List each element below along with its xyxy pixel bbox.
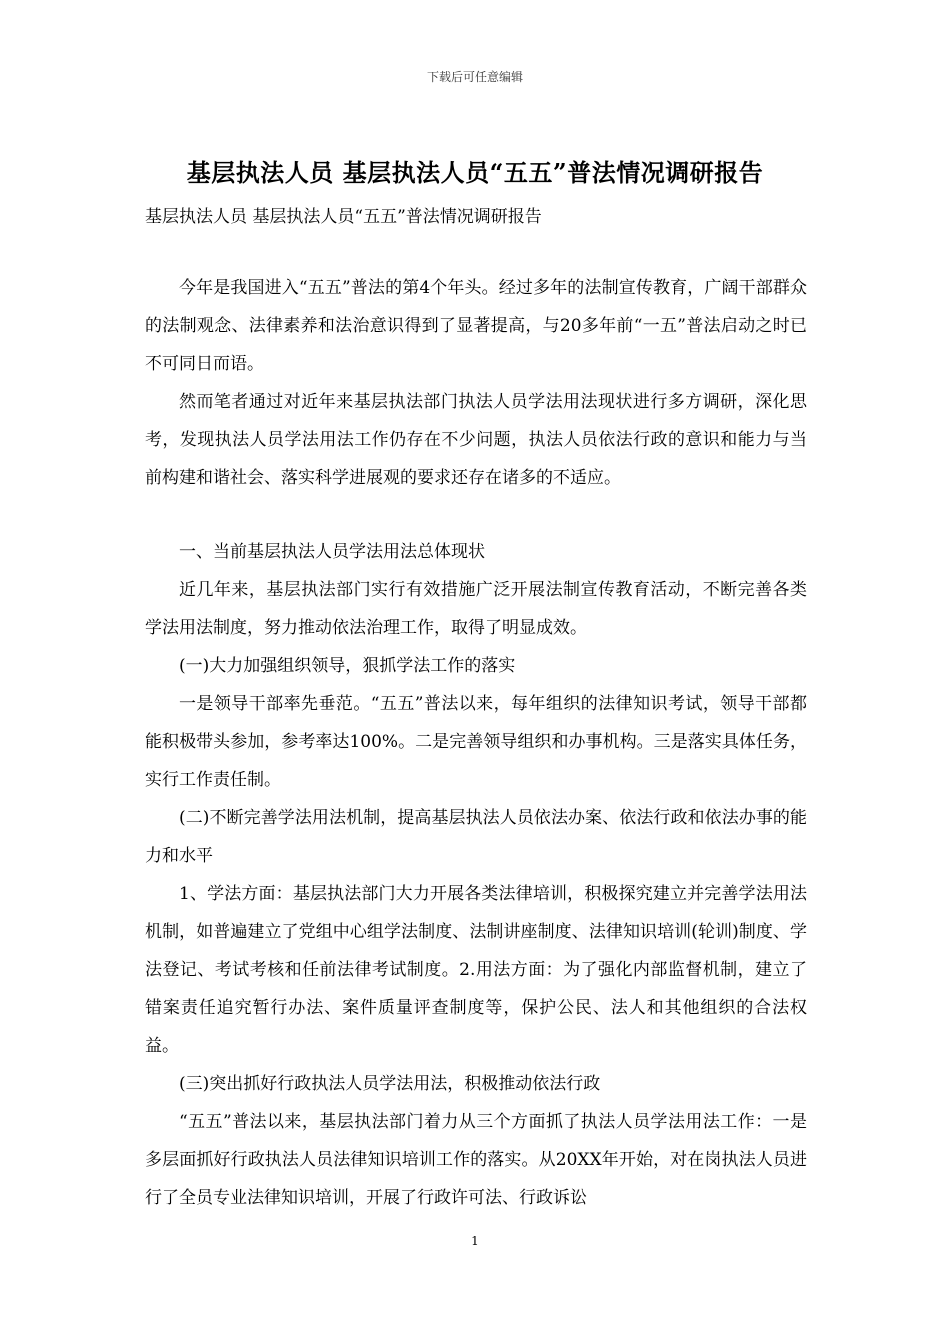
section-paragraph-1: 近几年来，基层执法部门实行有效措施广泛开展法制宣传教育活动，不断完善各类学法用法制度，努力推动依法治理工作，取得了明显成效。 xyxy=(145,580,807,638)
section-paragraph-3: 1、学法方面：基层执法部门大力开展各类法律培训，积极探究建立并完善学法用法机制，如普遍建立了党组中心组学法制度、法制讲座制度、法律知识培训(轮训)制度、学法登记、考试考核和任前法律考试制度。2.用法方面：为了强化内部监督机制，建立了错案责任追究暂行办法、案件质量评查制度等，保护公民、法人和其他组织的合法权益。 xyxy=(145,884,807,1056)
section-paragraph-2: 一是领导干部率先垂范。“五五”普法以来，每年组织的法律知识考试，领导干部都能积极带头参加，参考率达100%。二是完善领导组织和办事机构。三是落实具体任务，实行工作责任制。 xyxy=(145,694,807,790)
intro-section xyxy=(145,269,807,497)
section-1 xyxy=(145,533,807,1217)
document-subtitle: 基层执法人员 基层执法人员“五五”普法情况调研报告 xyxy=(145,207,542,227)
header-note: 下载后可任意编辑 xyxy=(426,70,523,84)
section-heading: 一、当前基层执法人员学法用法总体现状 xyxy=(179,542,485,562)
intro-paragraph-1: 今年是我国进入“五五”普法的第4个年头。经过多年的法制宣传教育，广阔干部群众的法制观念、法律素养和法治意识得到了显著提高，与20多年前“一五”普法启动之时已不可同日而语。 xyxy=(145,278,807,374)
section-paragraph-4: “五五”普法以来，基层执法部门着力从三个方面抓了执法人员学法用法工作：一是多层面抓好行政执法人员法律知识培训工作的落实。从20XX年开始，对在岗执法人员进行了全员专业法律知识培训，开展了行政许可法、行政诉讼 xyxy=(145,1112,807,1208)
subsection-heading-2: (二)不断完善学法用法机制，提高基层执法人员依法办案、依法行政和依法办事的能力和水平 xyxy=(145,808,807,866)
page-number: 1 xyxy=(471,1234,479,1248)
subsection-heading-1: (一)大力加强组织领导，狠抓学法工作的落实 xyxy=(179,656,516,676)
subsection-heading-3: (三)突出抓好行政执法人员学法用法，积极推动依法行政 xyxy=(179,1074,601,1094)
document-title: 基层执法人员 基层执法人员“五五”普法情况调研报告 xyxy=(186,158,764,187)
intro-paragraph-2: 然而笔者通过对近年来基层执法部门执法人员学法用法现状进行多方调研，深化思考，发现执法人员学法用法工作仍存在不少问题，执法人员依法行政的意识和能力与当前构建和谐社会、落实科学进展观的要求还存在诸多的不适应。 xyxy=(145,392,807,488)
